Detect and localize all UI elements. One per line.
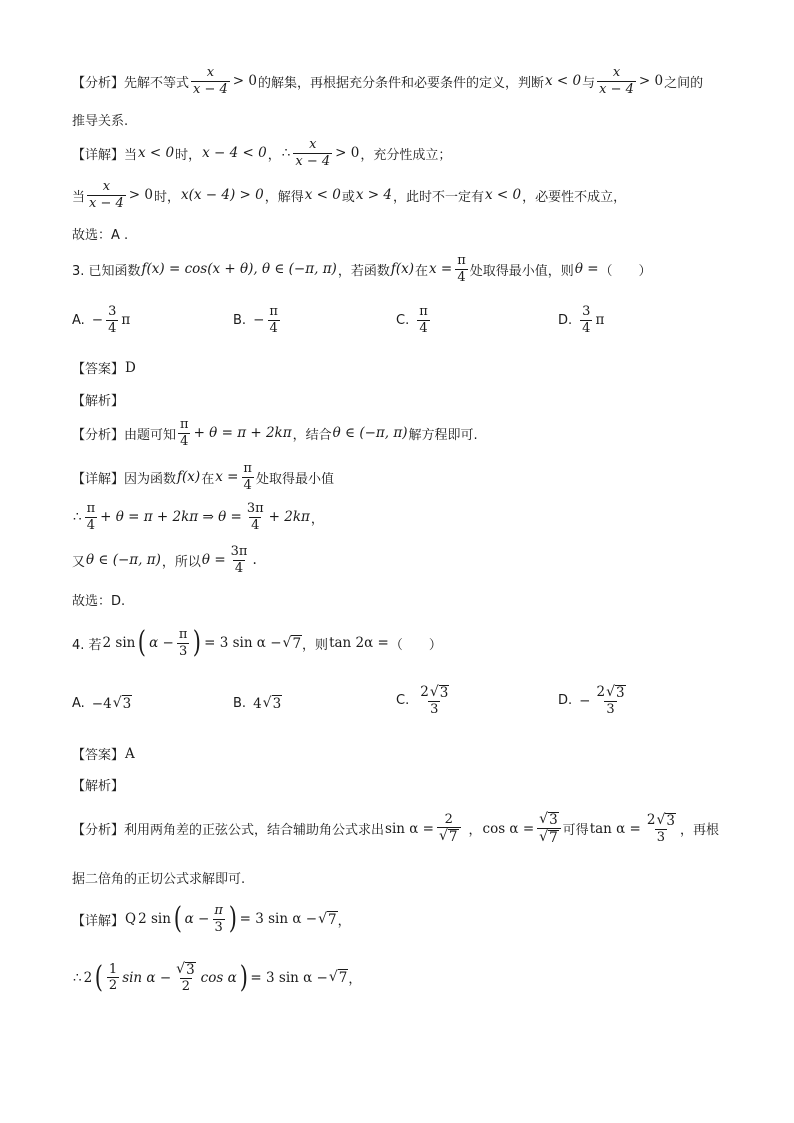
q4-option-b: B. 4 √ 3	[233, 695, 282, 712]
q3-option-d: D. $\frac{3}{4}$ π	[558, 304, 605, 336]
q3-detail-1: 【详解】 因为函数 f(x) 在 x = $\frac{\pi}{4}$ 处取得最小值	[72, 461, 334, 493]
fraction: $\frac{x}{x - 4}$	[89, 179, 124, 211]
q4-option-c: C. 2 √ 3 3	[396, 684, 449, 718]
fraction: $\frac{x}{x - 4}$	[295, 137, 331, 169]
q4-jiexi: 【解析】	[72, 779, 125, 794]
q3-detail-2: ∴ $\frac{\pi}{4}$ + θ = π + 2kπ ⇒ θ = $\frac{3\pi}{4}$ + 2kπ ，	[73, 501, 324, 533]
q3-option-c: C. $\frac{\pi}{4}$	[396, 304, 428, 336]
q3-option-b: B. − $\frac{\pi}{4}$	[233, 304, 278, 336]
q3-jiexi: 【解析】	[72, 394, 125, 409]
question-4-stem: 4. 若 2 sin ( α − $\frac{\pi}{3}$ ) = 3 sin α − √ 7 ，则 tan 2α = （ ）	[72, 625, 442, 661]
choose-line: 故选：A .	[72, 228, 129, 243]
q4-analysis-2: 据二倍角的正切公式求解即可.	[72, 872, 246, 887]
q4-option-a: A. −4 √ 3	[72, 695, 132, 712]
analysis-line-2: 推导关系.	[72, 114, 129, 129]
detail-line-2: 当 $\frac{x}{x - 4}$ > 0 时， x(x − 4) > 0 ，解得 x < 0 或 x > 4 ，此时不一定有 x < 0 ，必要性不成立，	[72, 179, 627, 211]
q4-option-d: D. − 2 √ 3 3	[558, 684, 625, 718]
q3-analysis: 【分析】 由题可知 $\frac{\pi}{4}$ + θ = π + 2kπ ，结合 θ ∈ (−π, π) 解方程即可.	[72, 417, 478, 449]
q3-answer: 【答案】 D	[72, 359, 136, 377]
q4-answer: 【答案】 A	[72, 745, 135, 763]
q3-detail-3: 又 θ ∈ (−π, π) ，所以 θ = $\frac{3\pi}{4}$ .	[72, 544, 257, 576]
detail-tag: 【详解】	[72, 147, 125, 163]
q4-analysis-1: 【分析】 利用两角差的正弦公式，结合辅助角公式求出 sin α = 2 √ 7 ， cos α = √ 3 √ 7 可得 tan α = 2 √ 3 3 ，再根	[72, 811, 719, 847]
question-3-stem: 3. 已知函数 f(x) = cos(x + θ), θ ∈ (−π, π) ，若函数 f(x) 在 x = $\frac{\pi}{4}$ 处取得最小值，则 θ = （ ）	[72, 253, 652, 285]
q4-detail-2: ∴ 2 ( $\frac{1}{2}$ sin α − √ 3 2 cos α ) = 3 sin α − √ 7 ，	[73, 959, 362, 995]
detail-line-1: 【详解】 当 x < 0 时， x − 4 < 0 ， ∴ $\frac{x}{x - 4}$ > 0 ，充分性成立；	[72, 137, 452, 169]
q3-choose: 故选：D.	[72, 594, 126, 609]
fraction: $\frac{x}{x - 4}$	[193, 65, 228, 97]
q4-detail-1: 【详解】 Q 2 sin ( α − $\frac{\pi}{3}$ ) = 3 sin α − √ 7 ，	[72, 901, 351, 937]
analysis-tag: 【分析】	[72, 75, 125, 91]
fraction: $\frac{\pi}{4}$	[457, 253, 466, 285]
q3-option-a: A. − $\frac{3}{4}$ π	[72, 304, 131, 336]
fraction: $\frac{x}{x - 4}$	[599, 65, 634, 97]
analysis-line-1: 【分析】 先解不等式 $\frac{x}{x - 4}$ > 0 的解集，再根据充分条件和必要条件的定义，判断 x < 0 与 $\frac{x}{x - 4}$ > 0 之间的	[72, 65, 704, 97]
